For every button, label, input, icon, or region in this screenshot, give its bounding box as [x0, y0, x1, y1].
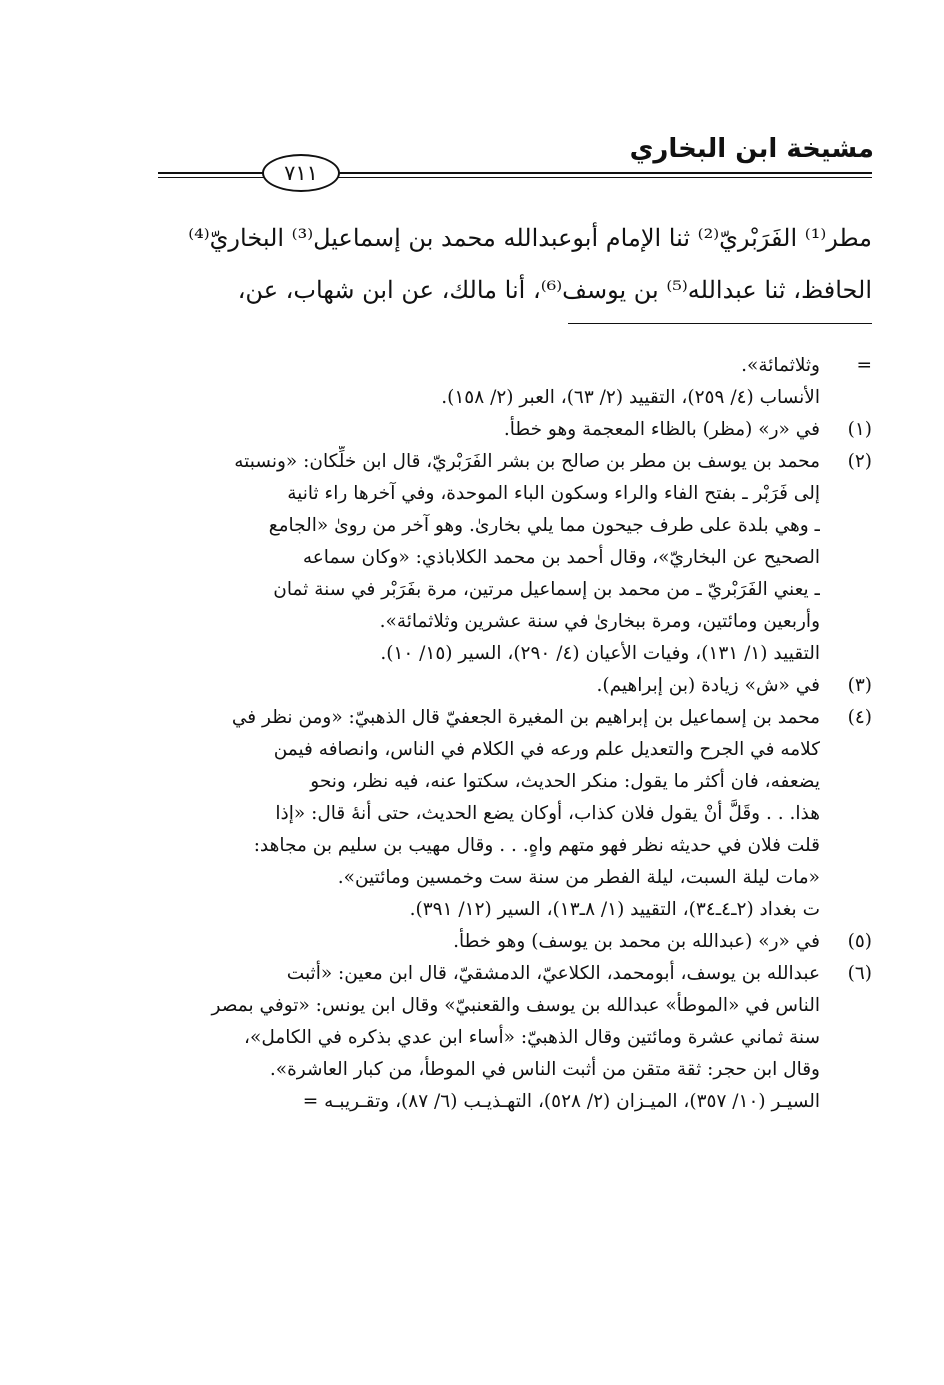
- footnote-number: (٦): [847, 963, 872, 984]
- main-text-line: مطر⁽¹⁾ الفَرَبْريّ⁽²⁾ ثنا الإمام أبوعبدالله محمد بن إسماعيل⁽³⁾ البخاريّ⁽⁴⁾: [188, 224, 872, 252]
- footnote-line: محمد بن يوسف بن مطر بن صالح بن بشر الفَرَبْريّ، قال ابن خلِّكان: «ونسبته: [234, 451, 820, 472]
- footnote-line: السيـر (١٠/ ٣٥٧)، الميـزان (٢/ ٥٢٨)، التهـذيـب (٦/ ٨٧)، وتقـريبـه =: [302, 1091, 820, 1112]
- footnote-6: [72, 958, 872, 1118]
- footnote-line: ت بغداد (٢ـ٤ـ٣٤)، التقييد (١/ ٨ـ١٣)، السير (١٢/ ٣٩١).: [409, 899, 820, 920]
- footnote-number: (٣): [847, 675, 872, 696]
- footnote-4: [72, 702, 872, 926]
- footnote-marker: =: [856, 355, 872, 376]
- footnote-line: التقييد (١/ ١٣١)، وفيات الأعيان (٤/ ٢٩٠)، السير (١٥/ ١٠).: [380, 643, 820, 664]
- footnotes-section: [72, 350, 872, 1118]
- footnote-number: (١): [847, 419, 872, 440]
- footnote-line: الصحيح عن البخاريّ»، وقال أحمد بن محمد الكلاباذي: «وكان سماعه: [302, 547, 820, 568]
- footnote-line: الأنساب (٤/ ٢٥٩)، التقييد (٢/ ٦٣)، العبر (٢/ ١٥٨).: [441, 387, 820, 408]
- footnote-line: عبدالله بن يوسف، أبومحمد، الكلاعيّ، الدمشقيّ، قال ابن معين: «أثبت: [286, 963, 820, 984]
- footnote-line: إلى فَرَبْر ـ بفتح الفاء والراء وسكون الباء الموحدة، وفي آخرها راء ثانية: [287, 483, 820, 504]
- main-text-line: الحافظ، ثنا عبدالله⁽⁵⁾ بن يوسف⁽⁶⁾، أنا مالك، عن ابن شهاب، عن،: [237, 276, 872, 304]
- footnote-2: [72, 446, 872, 670]
- footnote-line: ـ وهي بلدة على طرف جيحون مما يلي بخارىٰ. وهو آخر من روىٰ «الجامع: [268, 515, 820, 536]
- footnote-line: وثلاثمائة».: [741, 355, 820, 376]
- footnote-1: [72, 414, 872, 446]
- footnote-line: الناس في «الموطأ» عبدالله بن يوسف والقعنبيّ» وقال ابن يونس: «توفي بمصر: [211, 995, 820, 1016]
- footnote-line: سنة ثماني عشرة ومائتين وقال الذهبيّ: «أساء ابن عدي بذكره في الكامل»،: [244, 1027, 820, 1048]
- footnote-line: ـ يعني الفَرَبْريّ ـ من محمد بن إسماعيل مرتين، مرة بفَرَبْر في سنة ثمان: [273, 579, 820, 600]
- footnote-number: (٢): [847, 451, 872, 472]
- footnote-line: في «ش» زيادة (بن إبراهيم).: [596, 675, 820, 696]
- footnote-line: هذا. . . وقَلَّ أنْ يقول فلان كذاب، أوكان يضع الحديث، حتى أنهٔ قال: «إذا: [275, 803, 820, 824]
- footnote-line: يضعفه، فان أكثر ما يقول: منكر الحديث، سكتوا عنه، فيه نظر، ونحو: [310, 771, 820, 792]
- footnote-line: محمد بن إسماعيل بن إبراهيم بن المغيرة الجعفيّ قال الذهبيّ: «ومن نظر في: [231, 707, 820, 728]
- footnote-separator: [568, 323, 872, 324]
- footnote-line: في «ر» (عبدالله بن محمد بن يوسف) وهو خطأ.: [453, 931, 820, 952]
- footnote-3: [72, 670, 872, 702]
- footnote-number: (٤): [847, 707, 872, 728]
- footnote-line: في «ر» (مظر) بالظاء المعجمة وهو خطأ.: [503, 419, 820, 440]
- footnote-line: كلامه في الجرح والتعديل علم ورعه في الكلام في الناس، وانصافه فيمن: [273, 739, 820, 760]
- main-text-block: [74, 212, 872, 316]
- footnote-number: (٥): [847, 931, 872, 952]
- footnote-5: [72, 926, 872, 958]
- footnote-continued: [72, 350, 872, 414]
- page-number-oval: ٧١١: [262, 154, 340, 192]
- footnote-line: وأربعين ومائتين، ومرة ببخارىٰ في سنة عشرين وثلاثمائة».: [379, 611, 820, 632]
- footnote-line: «مات ليلة السبت، ليلة الفطر من سنة ست وخمسين ومائتين».: [337, 867, 820, 888]
- footnote-line: قلت فلان في حديثه نظر فهو متهم واهٍ. . . وقال مهيب بن سليم بن مجاهد:: [253, 835, 820, 856]
- footnote-line: وقال ابن حجر: ثقة متقن من أثبت الناس في الموطأ، من كبار العاشرة».: [269, 1059, 820, 1080]
- running-header-title: مشيخة ابن البخاري: [629, 134, 874, 164]
